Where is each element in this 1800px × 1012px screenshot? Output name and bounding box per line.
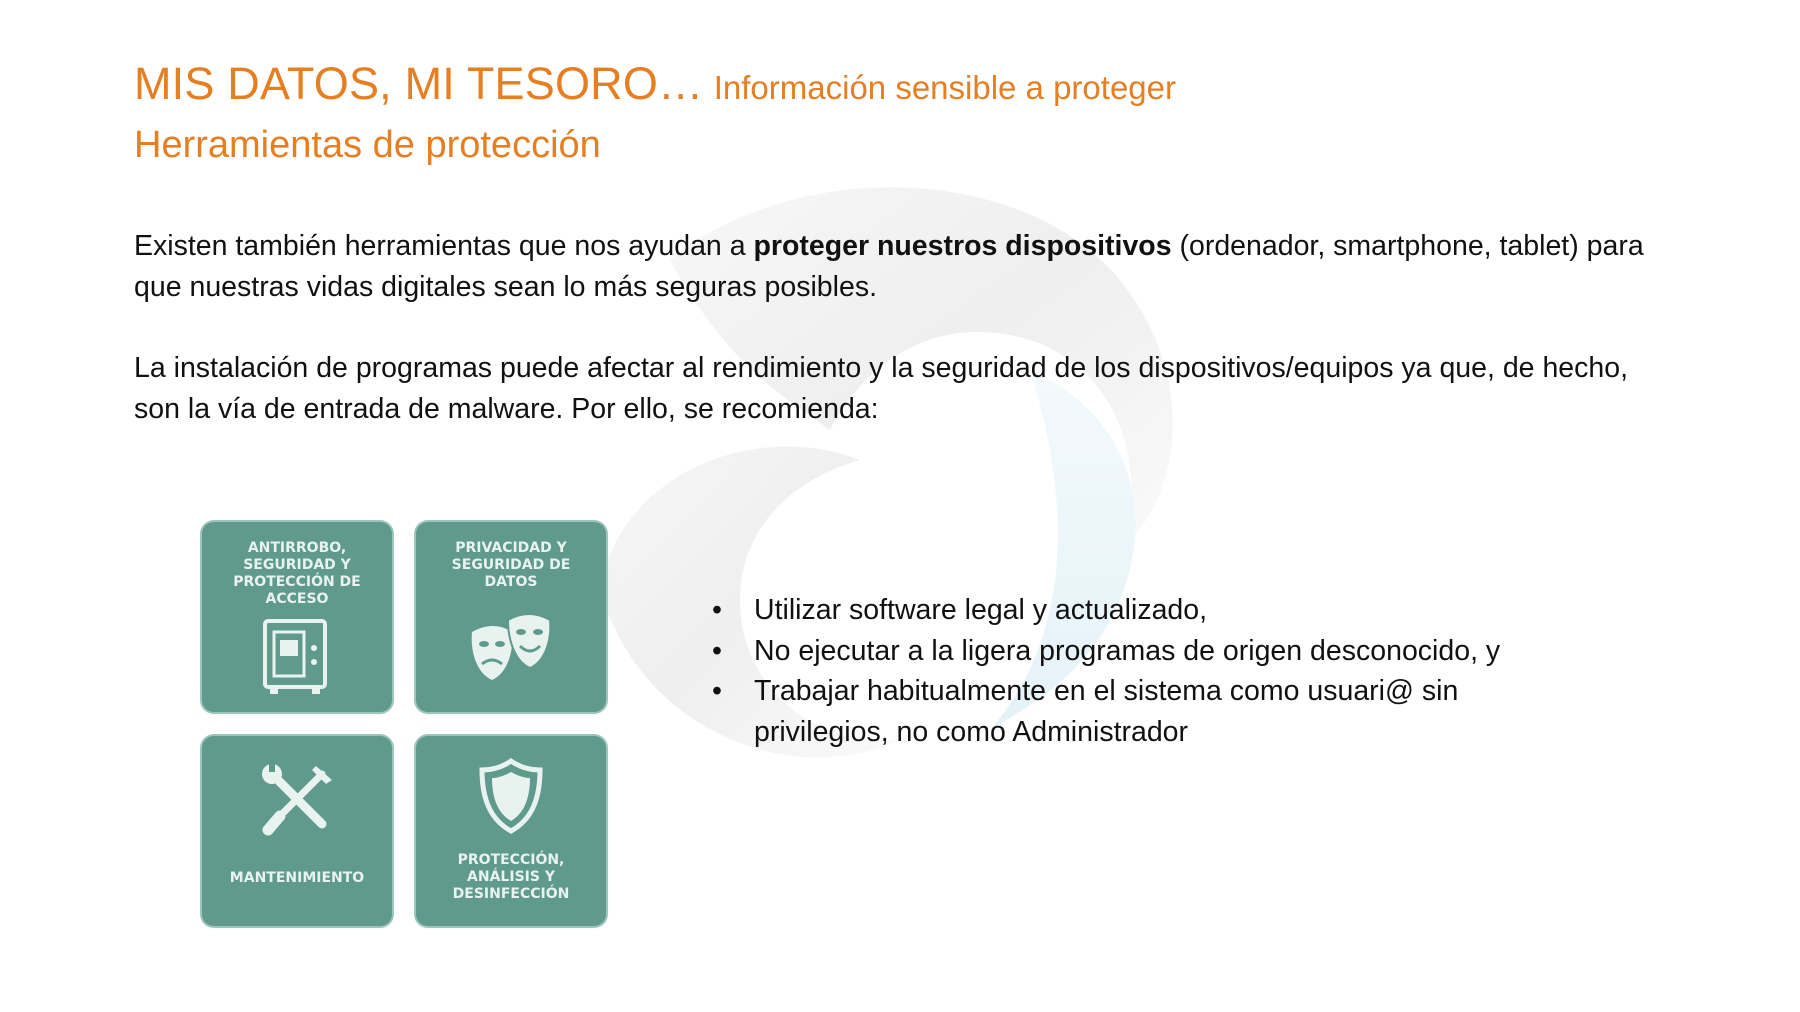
paragraph-recommendation: La instalación de programas puede afectar al rendimiento y la seguridad de los dispositivos/equipos ya que, de hecho, son la vía de entrada de malware. Por ello, se recomienda:	[134, 352, 1629, 425]
shield-icon	[479, 758, 543, 834]
recommendations-list	[712, 590, 1532, 752]
paragraph-intro	[134, 226, 1664, 308]
wrench-screwdriver-icon	[258, 760, 338, 840]
paragraph-intro-start: Existen también herramientas que nos ayudan a	[134, 230, 754, 262]
tile-privacy	[416, 522, 606, 712]
tile-antitheft-label: ANTIRROBO, SEGURIDAD Y PROTECCIÓN DE ACCESO	[233, 540, 361, 607]
paragraph-intro-end: (ordenador, smartphone, tablet) para que nuestras vidas digitales sean lo más seguras posibles.	[134, 230, 1644, 303]
tile-protection	[416, 736, 606, 926]
theater-masks-icon	[468, 612, 554, 688]
paragraph-intro-bold: proteger nuestros dispositivos	[753, 230, 1172, 262]
list-item	[712, 671, 1532, 752]
tile-protection-label: PROTECCIÓN, ANÁLISIS Y DESINFECCIÓN	[452, 852, 570, 902]
bullet-marker: •	[712, 594, 722, 626]
list-item-text: No ejecutar a la ligera programas de origen desconocido, y	[754, 634, 1501, 667]
title	[134, 58, 1176, 110]
list-item-text: Utilizar software legal y actualizado,	[754, 594, 1208, 626]
tile-privacy-label: PRIVACIDAD Y SEGURIDAD DE DATOS	[451, 540, 571, 590]
tile-maintenance-label: MANTENIMIENTO	[229, 870, 365, 886]
list-item-text: Trabajar habitualmente en el sistema como usuari@ sin privilegios, no como Administrador	[754, 675, 1459, 748]
list-item	[712, 631, 1532, 672]
tile-antitheft	[202, 522, 392, 712]
subtitle: Herramientas de protección	[134, 124, 601, 166]
safe-icon	[262, 618, 328, 696]
title-sub: Información sensible a proteger	[713, 69, 1176, 106]
tools-grid	[202, 522, 606, 926]
bullet-marker: •	[712, 675, 722, 707]
title-main: MIS DATOS, MI TESORO…	[134, 58, 704, 109]
tile-maintenance	[202, 736, 392, 926]
bullet-marker: •	[712, 634, 722, 667]
list-item	[712, 590, 1532, 631]
